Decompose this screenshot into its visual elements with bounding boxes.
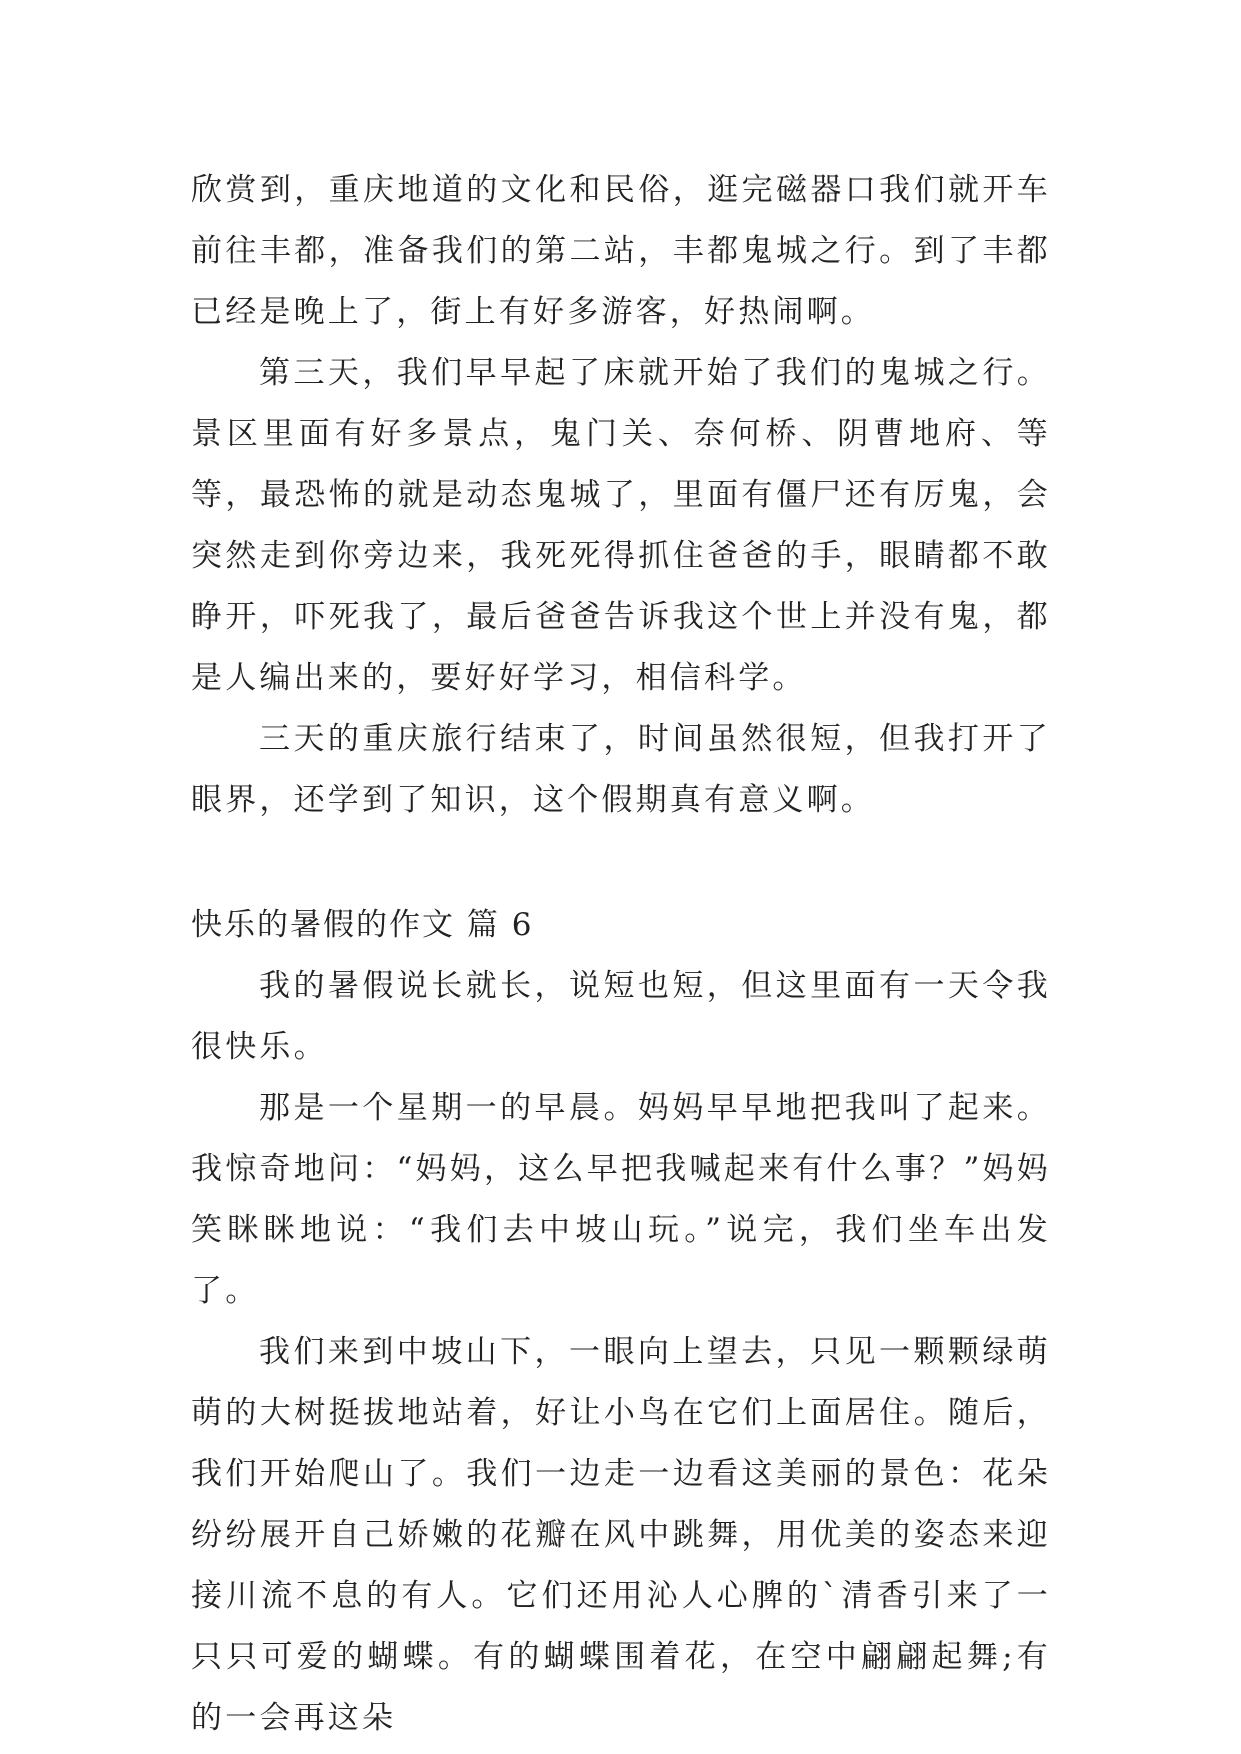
section-title: 快乐的暑假的作文 篇 6	[191, 907, 534, 943]
paragraph: 我的暑假说长就长，说短也短，但这里面有一天令我很快乐。	[191, 968, 1051, 1065]
paragraph: 我们来到中坡山下，一眼向上望去，只见一颗颗绿萌萌的大树挺拔地站着，好让小鸟在它们上面居住。随后，我们开始爬山了。我们一边走一边看这美丽的景色：花朵纷纷展开自己娇嫩的花瓣在风中跳舞，用优美的姿态来迎接川流不息的有人。它们还用沁人心脾的`清香引来了一只只可爱的蝴蝶。有的蝴蝶围着花，在空中翩翩起舞;有的一会再这朵	[191, 1334, 1051, 1736]
paragraph-continued: 欣赏到，重庆地道的文化和民俗，逛完磁器口我们就开车前往丰都，准备我们的第二站，丰都鬼城之行。到了丰都已经是晚上了，街上有好多游客，好热闹啊。	[191, 172, 1051, 330]
paragraph: 第三天，我们早早起了床就开始了我们的鬼城之行。景区里面有好多景点，鬼门关、奈何桥、阴曹地府、等等，最恐怖的就是动态鬼城了，里面有僵尸还有厉鬼，会突然走到你旁边来，我死死得抓住爸爸的手，眼睛都不敢睁开，吓死我了，最后爸爸告诉我这个世上并没有鬼，都是人编出来的，要好好学习，相信科学。	[191, 355, 1051, 696]
document-body	[191, 160, 1051, 1749]
paragraph: 三天的重庆旅行结束了，时间虽然很短，但我打开了眼界，还学到了知识，这个假期真有意义啊。	[191, 721, 1051, 818]
paragraph: 那是一个星期一的早晨。妈妈早早地把我叫了起来。我惊奇地问：“妈妈，这么早把我喊起来有什么事？”妈妈笑眯眯地说：“我们去中坡山玩。”说完，我们坐车出发了。	[191, 1090, 1051, 1309]
